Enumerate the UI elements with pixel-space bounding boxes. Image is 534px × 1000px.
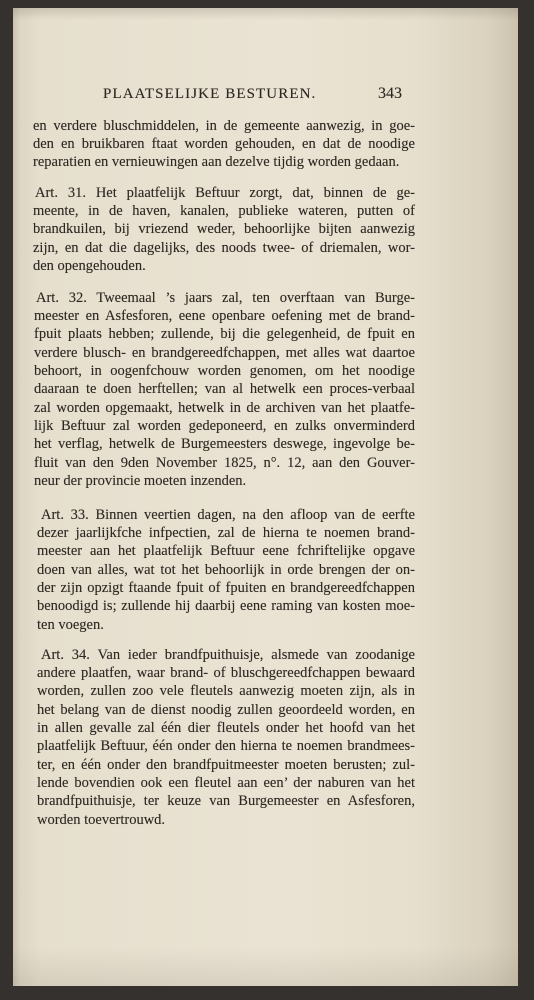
- text-line: meester aan het plaatfelijk Beftuur eene fchriftelijke opgave: [37, 543, 415, 560]
- text-line: lende bovendien ook een fleutel aan een’ der naburen van het: [37, 774, 415, 791]
- text-line: plaatfelijk Beftuur, één onder den hierna te noemen brandmees-: [37, 738, 415, 755]
- text-line: meester en Asfesforen, eene openbare oefening met de brand-: [34, 307, 415, 324]
- continued-paragraph: [33, 117, 415, 172]
- text-line: daaraan te doen herftellen; van al hetwelk een proces-verbaal: [34, 381, 415, 398]
- text-line: [33, 184, 415, 202]
- text-line: worden toevertrouwd.: [37, 811, 166, 828]
- text-line: lijk Beftuur zal worden gedeponeerd, en zulks onverminderd: [34, 417, 415, 434]
- text-line: worden, zullen zoo vele fleutels aanwezig moeten zijn, als in: [37, 683, 415, 700]
- text-line: den en bruikbaren ftaat worden gehouden, en dat de noodige: [33, 135, 415, 152]
- article-32: [34, 289, 415, 491]
- text-line: en verdere bluschmiddelen, in de gemeente aanwezig, in goe-: [33, 117, 415, 134]
- text-line: andere plaatfen, waar brand- of bluschgereedfchappen bewaard: [37, 664, 415, 681]
- article-text: Het plaatfelijk Beftuur zorgt, dat, binnen de ge-: [95, 184, 415, 201]
- text-line: het belang van de dienst noodig zullen geoordeeld worden, en: [37, 701, 415, 718]
- text-line: [34, 289, 415, 307]
- text-line: der zijn opzigt ftaande fpuit of fpuiten en brandgereedfchappen: [37, 579, 415, 596]
- text-line: behoort, in oogenfchouw worden genomen, om het noodige: [34, 362, 415, 379]
- text-line: ten voegen.: [37, 616, 104, 633]
- text-line: brandkuilen, bij vriezend weder, behoorlijke bijten aanwezig: [33, 221, 415, 238]
- text-line: in allen gevalle zal één dier fleutels onder het hoofd van het: [37, 719, 415, 736]
- text-line: [37, 646, 415, 664]
- text-line: fluit van den 9den November 1825, n°. 12, aan den Gouver-: [34, 454, 415, 471]
- article-33: [37, 506, 415, 634]
- text-line: neur der provincie moeten inzenden.: [34, 472, 247, 489]
- article-label: Art. 31.: [35, 184, 86, 201]
- text-line: reparatien en vernieuwingen aan dezelve tijdig worden gedaan.: [33, 154, 400, 171]
- text-line: zal worden opgemaakt, hetwelk in de archiven van het plaatfe-: [34, 399, 415, 416]
- text-line: verdere blusch- en brandgereedfchappen, met alles wat daartoe: [34, 344, 415, 361]
- page-number: 343: [378, 85, 402, 102]
- text-line: dezer jaarlijkfche infpectien, zal de hierna te noemen brand-: [37, 524, 415, 541]
- article-text: Van ieder brandfpuithuisje, alsmede van zoodanige: [97, 646, 415, 663]
- text-line: doen van alles, wat tot het behoorlijk in orde brengen der on-: [37, 561, 415, 578]
- article-text: Tweemaal ’s jaars zal, ten overftaan van Burge-: [96, 289, 415, 306]
- article-34: [37, 646, 415, 829]
- running-title: PLAATSELIJKE BESTUREN.: [103, 86, 317, 102]
- text-line: het verflag, hetwelk de Burgemeesters deswege, ingevolge be-: [34, 436, 415, 453]
- text-line: [37, 506, 415, 524]
- text-line: benoodigd is; zullende hij daarbij eene raming van kosten moe-: [37, 598, 415, 615]
- article-text: Binnen veertien dagen, na den afloop van de eerfte: [95, 506, 415, 523]
- article-label: Art. 32.: [36, 289, 87, 306]
- text-line: den opengehouden.: [33, 257, 146, 274]
- text-line: brandfpuithuisje, ter keuze van Burgemeester en Asfesforen,: [37, 793, 415, 810]
- text-line: zijn, en dat die dagelijks, des noods twee- of driemalen, wor-: [33, 239, 415, 256]
- book-page: [13, 8, 518, 986]
- article-label: Art. 33.: [41, 506, 89, 523]
- text-line: meente, in de haven, kanalen, publieke wateren, putten of: [33, 202, 415, 219]
- article-label: Art. 34.: [41, 646, 90, 663]
- text-line: fpuit plaats hebben; zullende, bij die gelegenheid, de fpuit en: [34, 326, 415, 343]
- text-line: ter, en één onder den brandfpuitmeester moeten berusten; zul-: [37, 756, 415, 773]
- article-31: [33, 184, 415, 276]
